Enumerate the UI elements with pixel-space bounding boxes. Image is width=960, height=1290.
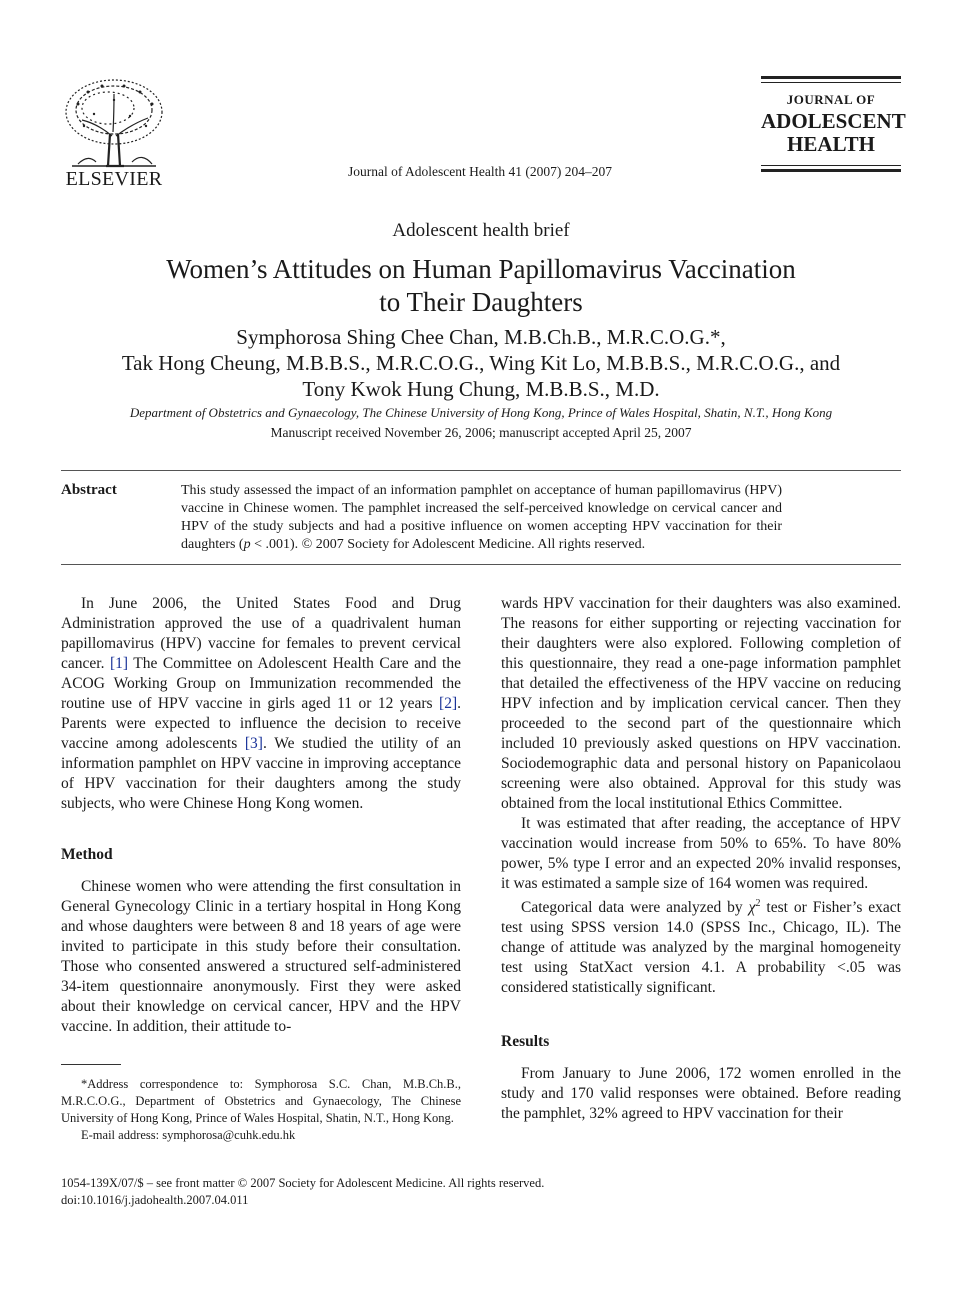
intro-text-c: . Parents were expected to influence the decision to receive vaccine among adolescents <box>61 695 461 752</box>
author-list <box>60 324 902 402</box>
authors-line-3: Tony Kwok Hung Chung, M.B.B.S., M.D. <box>302 377 660 401</box>
right-column <box>501 594 901 1124</box>
intro-text-d: . We studied the utility of an information pamphlet on HPV vaccine in improving acceptance of HPV vaccination for their daughters among the study subjects, who were Chinese Hong Kong women. <box>61 735 461 812</box>
affiliation: Department of Obstetrics and Gynaecology, The Chinese University of Hong Kong, Prince of Wales Hospital, Shatin, N.T., Hong Kong <box>129 405 833 420</box>
intro-text-a: In June 2006, the United States Food and Drug Administration approved the use of a quadrivalent human papillomavirus (HPV) vaccine for females to prevent cervical cancer. <box>61 595 461 672</box>
abstract-rule-top <box>61 470 901 471</box>
reference-link-2[interactable]: [2] <box>439 695 458 712</box>
method-p3-text-a: Categorical data were analyzed by <box>521 899 749 917</box>
method-paragraph-3 <box>501 894 901 998</box>
authors-line-2: Tak Hong Cheung, M.B.B.S., M.R.C.O.G., Wing Kit Lo, M.B.B.S., M.R.C.O.G., and <box>121 351 841 375</box>
results-heading: Results <box>501 1033 550 1051</box>
journal-name-line2: ADOLESCENT <box>761 108 906 133</box>
journal-name-line3: HEALTH <box>787 131 875 156</box>
manuscript-dates: Manuscript received November 26, 2006; manuscript accepted April 25, 2007 <box>270 425 692 440</box>
abstract-text-a: This study assessed the impact of an information pamphlet on acceptance of human papillomavirus (HPV) vaccine in Chinese women. The pamphlet increased the self-perceived knowledge on cervical cancer and HPV of the study subjects and had a positive influence on women accepting HPV vaccination for their daughters ( <box>181 483 782 552</box>
section-label: Adolescent health brief <box>392 220 570 241</box>
chi-symbol: χ <box>748 899 756 917</box>
footnote-address: *Address correspondence to: Symphorosa S.C. Chan, M.B.Ch.B., M.R.C.O.G., Department of Obstetrics and Gynaecology, The Chinese University of Hong Kong, Prince of Wales Hospital, Shatin, N.T., Hong Kong. <box>61 1077 461 1125</box>
method-paragraph-1-continued: wards HPV vaccination for their daughters was also examined. The reasons for either supporting or rejecting vaccination for their daughters were also explored. Following completion of this questionnaire, they read a one-page information pamphlet that detailed the effectiveness of the HPV vaccine on reducing HPV infection and by implication cervical cancer. Then they proceeded to the second part of the questionnaire which included 10 previously asked questions on HPV vaccination. Sociodemographic data and personal history on Papanicolaou screening were also obtained. Approval for this study was obtained from the local institutional Ethics Committee. <box>501 595 901 812</box>
journal-name <box>761 92 906 156</box>
article-title <box>60 253 902 319</box>
method-p3-text-b: test or Fisher’s exact test using SPSS version 14.0 (SPSS Inc., Chicago, IL). The change of attitude was analyzed by the marginal homogeneity test using StatXact version 4.1. A probability <.05 was considered statistically significant. <box>501 899 901 997</box>
abstract-text <box>181 482 782 554</box>
footnote-email: E-mail address: symphorosa@cuhk.edu.hk <box>81 1128 296 1142</box>
reference-link-3[interactable]: [3] <box>244 735 263 752</box>
title-line-2: to Their Daughters <box>379 287 583 317</box>
footnote-rule <box>61 1064 121 1065</box>
abstract-label: Abstract <box>61 482 117 498</box>
journal-citation: Journal of Adolescent Health 41 (2007) 204–207 <box>348 164 612 179</box>
title-line-1: Women’s Attitudes on Human Papillomavirus Vaccination <box>166 254 796 284</box>
method-paragraph-1: Chinese women who were attending the first consultation in General Gynecology Clinic in a tertiary hospital in Hong Kong and whose daughters were between 8 and 18 years of age were invited to participate in this study before their consultation. Those who consented answered a structured self-administered 34-item questionnaire anonymously. First they were asked about their knowledge on cervical cancer, HPV and the HPV vaccine. In addition, their attitude to- <box>61 878 461 1035</box>
authors-line-1: Symphorosa Shing Chee Chan, M.B.Ch.B., M.R.C.O.G.*, <box>236 325 726 349</box>
masthead-rule-bottom <box>761 169 901 172</box>
abstract-rule-bottom <box>61 564 901 565</box>
doi-line: doi:10.1016/j.jadohealth.2007.04.011 <box>61 1193 249 1207</box>
abstract-text-b: < .001). © 2007 Society for Adolescent Medicine. All rights reserved. <box>250 537 646 552</box>
abstract-p-symbol: p <box>243 537 251 552</box>
masthead-rule-top <box>761 76 901 79</box>
method-heading: Method <box>61 846 113 863</box>
left-column <box>61 594 461 1037</box>
front-matter-footer <box>61 1175 661 1209</box>
masthead-rule-top-thin <box>761 82 901 83</box>
method-paragraph-2: It was estimated that after reading, the acceptance of HPV vaccination would increase from 50% to 65%. To have 80% power, 5% type I error and an expected 20% invalid responses, it was estimated a sample size of 164 women was required. <box>501 815 901 892</box>
masthead-rule-bottom-thin <box>761 165 901 166</box>
correspondence-footnote <box>61 1076 461 1144</box>
chi-superscript: 2 <box>755 898 761 909</box>
results-paragraph-1: From January to June 2006, 172 women enrolled in the study and 170 valid responses were obtained. Before reading the pamphlet, 32% agreed to HPV vaccination for their <box>501 1065 901 1123</box>
journal-masthead <box>761 76 906 174</box>
tree-icon <box>58 74 170 174</box>
journal-name-line1: JOURNAL OF <box>786 92 876 107</box>
publisher-name: ELSEVIER <box>65 168 163 190</box>
issn-line: 1054-139X/07/$ – see front matter © 2007 Society for Adolescent Medicine. All rights reserved. <box>61 1176 545 1190</box>
reference-link-1[interactable]: [1] <box>109 655 129 672</box>
intro-text-b: The Committee on Adolescent Health Care and the ACOG Working Group on Immunization recommended the routine use of HPV vaccine in girls aged 11 or 12 years <box>61 655 461 712</box>
intro-paragraph <box>61 594 461 814</box>
